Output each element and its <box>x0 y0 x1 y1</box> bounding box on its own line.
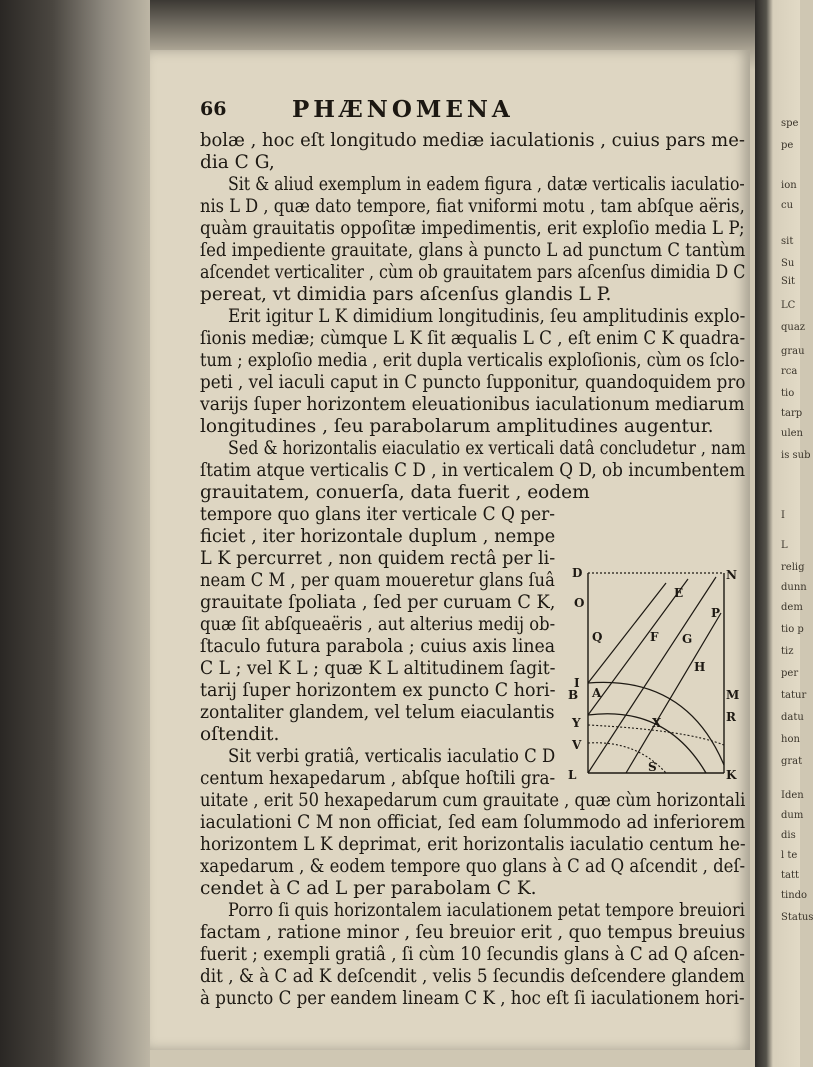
text-line: quæ ſit abſqueaëris , aut alterius medij ob- <box>200 614 556 635</box>
figure-label: S <box>648 760 657 774</box>
margin-fragment: tarp <box>781 408 803 419</box>
text-line: Sit verbi gratiâ, verticalis iaculatio C D <box>228 746 556 767</box>
margin-fragment: quaz <box>781 322 806 333</box>
text-line: tempore quo glans iter verticale C Q per- <box>200 504 556 525</box>
figure-label: E <box>674 586 684 600</box>
margin-fragment: tio <box>781 388 795 399</box>
text-line: centum hexapedarum , abſque hoſtili gra- <box>200 768 556 789</box>
margin-fragment: sit <box>781 236 794 247</box>
margin-fragment: spe <box>781 118 799 129</box>
text-line: tum ; exploſio media , erit dupla verticalis exploſionis, cùm os ſclo- <box>200 350 745 371</box>
figure-label: O <box>574 596 585 610</box>
text-line: oſtendit. <box>200 724 280 745</box>
text-line: pereat, vt dimidia pars aſcenſus glandis L P. <box>200 284 612 305</box>
margin-fragment: tio p <box>781 624 804 635</box>
page-header <box>200 98 720 128</box>
text-line: longitudines , ſeu parabolarum amplitudines augentur. <box>200 416 714 437</box>
figure-label: V <box>572 738 582 752</box>
figure-label: G <box>682 632 693 646</box>
figure-label: N <box>726 568 737 582</box>
margin-fragment: rca <box>781 366 798 377</box>
parabola-figure <box>566 565 746 785</box>
text-line: ſed impediente grauitate, glans à puncto L ad punctum C tantùm <box>200 240 746 261</box>
margin-fragment: tatur <box>781 690 807 701</box>
figure-label: Q <box>592 630 603 644</box>
margin-fragment: Status <box>781 912 813 923</box>
facing-page-strip <box>755 0 813 1067</box>
text-line: quàm grauitatis oppoſitæ impedimentis, erit exploſio media L P; <box>200 218 745 239</box>
margin-fragment: datu <box>781 712 804 723</box>
text-line: cendet à C ad L per parabolam C K. <box>200 878 537 899</box>
text-line: Sit & aliud exemplum in eadem figura , datæ verticalis iaculatio- <box>228 174 745 195</box>
text-line: factam , ratione minor , ſeu breuior erit , quo tempus breuius <box>200 922 746 943</box>
text-line: bolæ , hoc eſt longitudo mediæ iaculationis , cuius pars me- <box>200 130 745 151</box>
text-line: dia C G, <box>200 152 275 173</box>
text-line: varijs ſuper horizontem eleuationibus iaculationum mediarum <box>200 394 745 415</box>
text-line: Porro ſi quis horizontalem iaculationem petat tempore breuiori <box>228 900 745 921</box>
margin-fragment: dum <box>781 810 804 821</box>
figure-label: F <box>650 630 659 644</box>
margin-fragment: grau <box>781 346 805 357</box>
figure-label: D <box>572 566 583 580</box>
text-line: peti , vel iaculi caput in C puncto ſupponitur, quandoquidem pro <box>200 372 746 393</box>
figure-label: Y <box>572 716 581 730</box>
margin-fragment: hon <box>781 734 800 745</box>
text-line: xapedarum , & eodem tempore quo glans à C ad Q aſcendit , deſ- <box>200 856 746 877</box>
margin-fragment: L <box>781 540 788 551</box>
margin-fragment: tindo <box>781 890 808 901</box>
margin-fragment: relig <box>781 562 805 573</box>
margin-fragment: Sit <box>781 276 796 287</box>
margin-fragment: tiz <box>781 646 794 657</box>
text-line: nis L D , quæ dato tempore, fiat vniformi motu , tam abſque aëris, <box>200 196 745 217</box>
margin-fragment: dis <box>781 830 796 841</box>
diagonal-line <box>588 577 716 773</box>
text-line: iaculationi C M non officiat, ſed eam ſolummodo ad inferiorem <box>200 812 746 833</box>
text-line: horizontem L K deprimat, erit horizontalis iaculatio centum he- <box>200 834 746 855</box>
text-line: neam C M , per quam moueretur glans ſuâ <box>200 570 555 591</box>
figure-label: A <box>592 686 602 700</box>
text-line: ſionis mediæ; cùmque L K ſit æqualis L C , eſt enim C K quadra- <box>200 328 746 349</box>
figure-label: H <box>694 660 706 674</box>
text-line: grauitate ſpoliata , ſed per curuam C K, <box>200 592 556 613</box>
text-line: dit , & à C ad K deſcendit , velis 5 ſecundis deſcendere glandem <box>200 966 745 987</box>
figure-label: P <box>711 606 721 620</box>
text-line: tarij ſuper horizontem ex puncto C hori- <box>200 680 556 701</box>
figure-label: R <box>726 710 736 724</box>
text-line: uitate , erit 50 hexapedarum cum grauitate , quæ cùm horizontali <box>200 790 746 811</box>
margin-fragment: Iden <box>781 790 804 801</box>
figure-label: M <box>726 688 740 702</box>
margin-fragment: cu <box>781 200 794 211</box>
text-line: grauitatem, conuerſa, data fuerit , eodem <box>200 482 590 503</box>
scan-left-edge <box>0 0 150 1067</box>
margin-fragment: ulen <box>781 428 803 439</box>
page-number: 66 <box>200 98 227 120</box>
margin-fragment: grat <box>781 756 803 767</box>
figure-label: B <box>568 688 579 702</box>
margin-fragment: per <box>781 668 799 679</box>
text-line: fuerit ; exempli gratiâ , ſi cùm 10 ſecundis glans à C ad Q aſcen- <box>200 944 745 965</box>
margin-fragment: LC <box>781 300 796 311</box>
text-line: C L ; vel K L ; quæ K L altitudinem ſagit- <box>200 658 556 679</box>
margin-fragment: dem <box>781 602 803 613</box>
margin-fragment: I <box>781 510 785 521</box>
text-line: ſtatim atque verticalis C D , in verticalem Q D, ob incumbentem <box>200 460 746 481</box>
margin-fragment: l te <box>781 850 798 861</box>
figure-svg <box>566 565 746 785</box>
margin-fragment: pe <box>781 140 794 151</box>
figure-label: K <box>726 768 737 782</box>
margin-fragment: ion <box>781 180 797 191</box>
margin-fragment: Su <box>781 258 795 269</box>
text-line: Sed & horizontalis eiaculatio ex verticali datâ concludetur , nam <box>228 438 746 459</box>
margin-fragment: is sub <box>781 450 811 461</box>
running-title: PHÆNOMENA <box>292 96 514 123</box>
text-line: L K percurret , non quidem rectâ per li- <box>200 548 556 569</box>
text-line: ſtaculo futura parabola ; cuius axis linea <box>200 636 556 657</box>
text-line: Erit igitur L K dimidium longitudinis, ſeu amplitudinis explo- <box>228 306 746 327</box>
text-line: à puncto C per eandem lineam C K , hoc eſt ſi iaculationem hori- <box>200 988 745 1009</box>
figure-label: L <box>568 768 577 782</box>
figure-label: X <box>652 716 662 730</box>
margin-fragment: tatt <box>781 870 800 881</box>
text-line: ficiet , iter horizontale duplum , nempe <box>200 526 556 547</box>
margin-fragment: dunn <box>781 582 807 593</box>
text-line: zontaliter glandem, vel telum eiaculantis <box>200 702 555 723</box>
text-line: aſcendet verticaliter , cùm ob grauitatem pars aſcenſus dimidia D C <box>200 262 746 283</box>
figure-label: I <box>574 676 580 690</box>
